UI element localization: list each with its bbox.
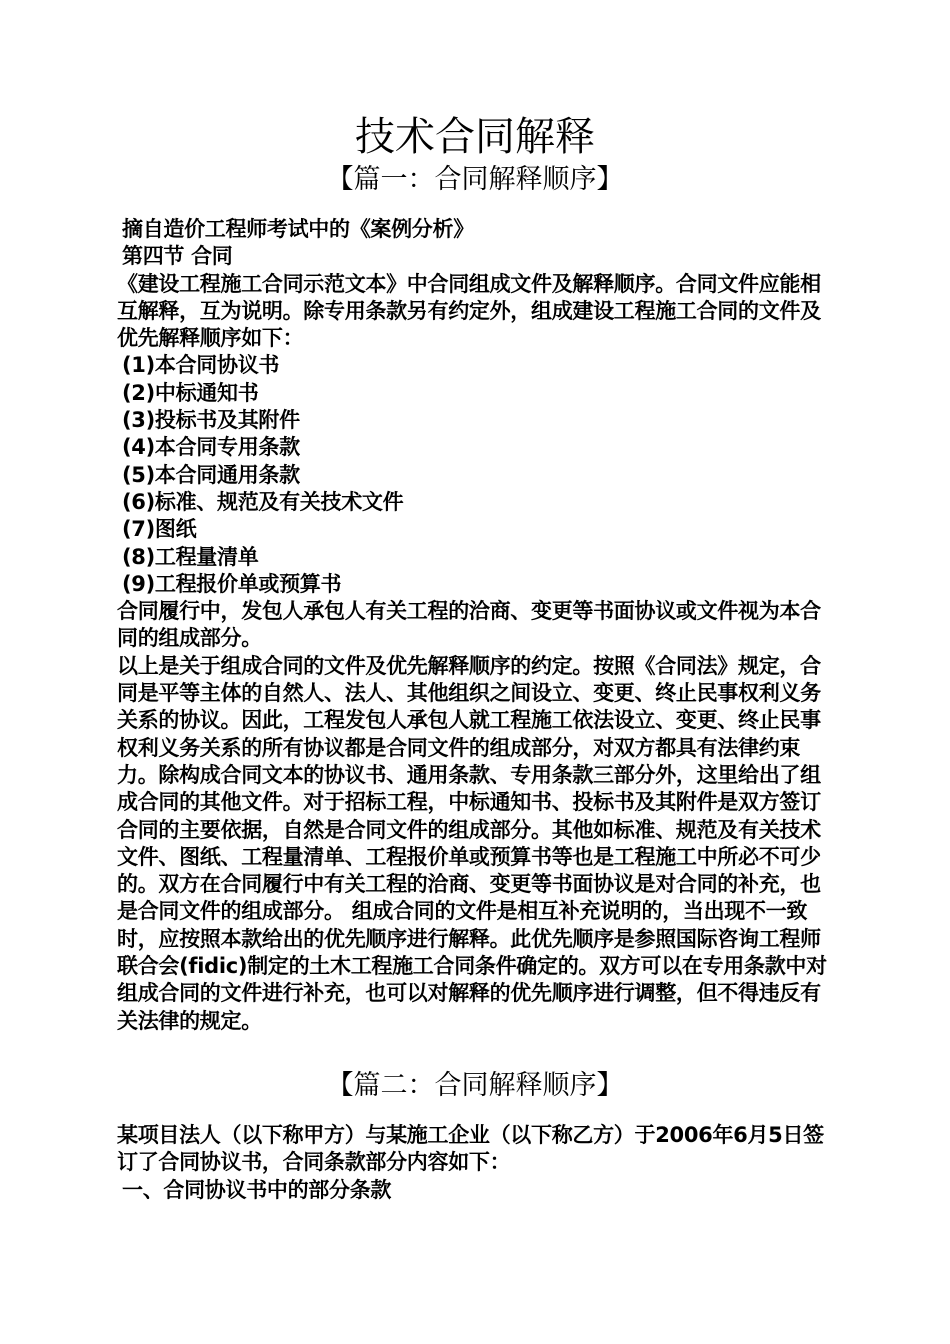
part1-heading: 【篇一：合同解释顺序】 [326, 164, 624, 195]
list-item: (2)中标通知书 [122, 380, 259, 405]
list-item: (4)本合同专用条款 [122, 435, 300, 460]
list-item: (7)图纸 [122, 517, 197, 542]
paragraph: 某项目法人（以下称甲方）与某施工企业（以下称乙方）于2006年6月5日签订了合同协议书，合同条款部分内容如下： [117, 1123, 824, 1175]
part2-heading: 【篇二：合同解释顺序】 [326, 1070, 624, 1101]
paragraph: 合同履行中，发包人承包人有关工程的洽商、变更等书面协议或文件视为本合同的组成部分。 [117, 599, 821, 651]
list-item: (8)工程量清单 [122, 544, 259, 569]
intro-paragraph: 《建设工程施工合同示范文本》中合同组成文件及解释顺序。合同文件应能相互解释，互为说明。除专用条款另有约定外，组成建设工程施工合同的文件及优先解释顺序如下： [117, 271, 821, 351]
list-item: (5)本合同通用条款 [122, 462, 300, 487]
source-line: 摘自造价工程师考试中的《案例分析》 [122, 217, 474, 241]
list-item: (9)工程报价单或预算书 [122, 571, 342, 596]
paragraph: 以上是关于组成合同的文件及优先解释顺序的约定。按照《合同法》规定，合同是平等主体的自然人、法人、其他组织之间设立、变更、终止民事权利义务关系的协议。因此，工程发包人承包人就工程施工依法设立、变更、终止民事权利义务关系的所有协议都是合同文件的组成部分，对双方都具有法律约束力。除构成合同文本的协议书、通用条款、专用条款三部分外，这里给出了组成合同的其他文件。对于招标工程，中标通知书、投标书及其附件是双方签订合同的主要依据，自然是合同文件的组成部分。其他如标准、规范及有关技术文件、图纸、工程量清单、工程报价单或预算书等也是工程施工中所必不可少的。双方在合同履行中有关工程的洽商、变更等书面协议是对合同的补充，也是合同文件的组成部分。 组成合同的文件是相互补充说明的，当出现不一致时，应按照本款给出的优先顺序进行解释。此优先顺序是参照国际咨询工程师联合会(fidic)制定的土木工程施工合同条件确定的。双方可以在专用条款中对组成合同的文件进行补充，也可以对解释的优先顺序进行调整，但不得违反有关法律的规定。 [117, 653, 827, 1033]
list-item: (1)本合同协议书 [122, 353, 280, 378]
section-line: 第四节 合同 [122, 244, 233, 269]
part1-body [117, 216, 839, 1035]
list-item: (3)投标书及其附件 [122, 408, 300, 433]
list-item: (6)标准、规范及有关技术文件 [122, 489, 404, 514]
paragraph: 一、合同协议书中的部分条款 [122, 1177, 392, 1202]
document-title: 技术合同解释 [355, 114, 595, 160]
part2-body [117, 1122, 839, 1204]
